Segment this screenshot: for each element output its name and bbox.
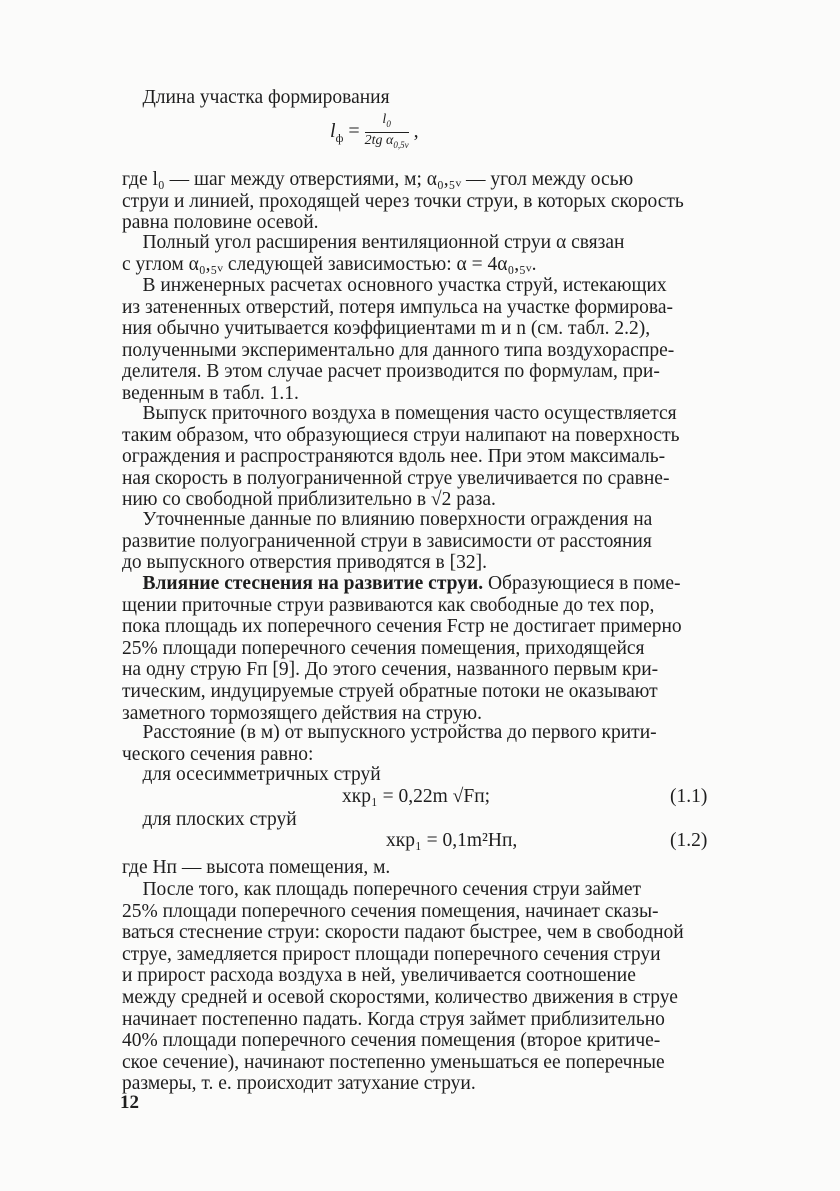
text-line: где Hп — высота помещения, м. xyxy=(122,857,391,878)
text-line: ваться стеснение струи: скорости падают быстрее, чем в свободной xyxy=(122,922,684,944)
text-line: струе, замедляется прирост площади поперечного сечения струи xyxy=(122,943,661,965)
equation-1-2-number: (1.2) xyxy=(670,830,708,851)
formula-lf-den: 2tg α xyxy=(364,132,394,148)
paragraph-constriction xyxy=(122,573,715,724)
text-line: В инженерных расчетах основного участка струй, истекающих xyxy=(142,275,667,296)
text-line: ское сечение), начинают постепенно уменьшаться ее поперечные xyxy=(122,1051,665,1073)
paragraph-where-hn xyxy=(122,857,715,879)
equation-1-1-number: (1.1) xyxy=(670,786,708,807)
formula-lf-tail: , xyxy=(413,119,419,142)
equation-1-2 xyxy=(386,830,517,852)
text-line: до выпускного отверстия приводятся в [32]. xyxy=(122,552,487,574)
text-line: ческого сечения равно: xyxy=(122,743,314,765)
text-line: где l₀ — шаг между отверстиями, м; α₀,₅ᵥ — угол между осью xyxy=(122,169,634,190)
formula-lf: $l_ф$ = $\frac{l_0}{2tg \alpha_{0,5v}}$ , xyxy=(330,112,419,153)
text-line: Выпуск приточного воздуха в помещения часто осуществляется xyxy=(142,403,677,424)
text-line: для осесимметричных струй xyxy=(142,764,381,785)
text-line: ная скорость в полуограниченной струе увеличивается по сравне- xyxy=(122,467,670,489)
text-line: и прирост расхода воздуха в ней, увеличивается соотношение xyxy=(122,965,636,987)
text-line: из затененных отверстий, потеря импульса на участке формирова- xyxy=(122,296,673,318)
text-line: 40% площади поперечного сечения помещения (второе критиче- xyxy=(122,1030,661,1052)
page-number: 12 xyxy=(120,1092,139,1113)
paragraph-angle xyxy=(122,232,715,275)
text-line: щении приточные струи развиваются как свободные до тех пор, xyxy=(122,594,655,616)
text-line: равна половине осевой. xyxy=(122,212,319,234)
text-line xyxy=(122,573,715,595)
equation-1-2-text: xкр₁ = 0,1m²Hп, xyxy=(386,830,518,851)
text-line: Уточненные данные по влиянию поверхности ограждения на xyxy=(142,509,653,530)
text-line: на одну струю Fп [9]. До этого сечения, названного первым кри- xyxy=(122,659,659,681)
formula-lf-fraction xyxy=(365,112,409,153)
text-line: между средней и осевой скоростями, количество движения в струе xyxy=(122,986,678,1008)
intro-text xyxy=(122,87,715,109)
text-line: После того, как площадь поперечного сечения струи займет xyxy=(142,879,642,900)
text-line: ния обычно учитывается коэффициентами m и n (см. табл. 2.2), xyxy=(122,318,651,340)
label-axisymmetric xyxy=(122,764,715,786)
text-line: нию со свободной приблизительно в √2 раза. xyxy=(122,489,496,511)
text-line: тическим, индуцируемые струей обратные потоки не оказывают xyxy=(122,680,658,702)
paragraph-engineering xyxy=(122,275,715,405)
formula-lf-den-sub: 0,5v xyxy=(393,139,409,150)
formula-lf-num-sub: 0 xyxy=(386,118,391,129)
text-line: делителя. В этом случае расчет производится по формулам, при- xyxy=(122,361,660,383)
intro-line: Длина участка формирования xyxy=(142,87,390,108)
formula-lf-lhs-sub: ф xyxy=(335,130,344,145)
text-line: для плоских струй xyxy=(142,809,297,830)
text-line: размеры, т. е. происходит затухание струи. xyxy=(122,1073,476,1095)
text-line: с углом α₀,₅ᵥ следующей зависимостью: α = 4α₀,₅ᵥ. xyxy=(122,253,537,275)
text-line: 25% площади поперечного сечения помещения, начинает сказы- xyxy=(122,900,659,922)
label-plane xyxy=(122,809,715,831)
text-line: пока площадь их поперечного сечения Fстр не достигает примерно xyxy=(122,616,682,638)
text-line: развитие полуограниченной струи в зависимости от расстояния xyxy=(122,530,652,552)
paragraph-distance xyxy=(122,722,715,765)
text-line: заметного тормозящего действия на струю. xyxy=(122,702,482,724)
text-line: полученными экспериментально для данного типа воздухораспре- xyxy=(122,339,675,361)
text-line: начинает постепенно падать. Когда струя займет приблизительно xyxy=(122,1008,665,1030)
text-line: ограждения и распространяются вдоль нее. При этом максималь- xyxy=(122,446,666,468)
equation-1-1 xyxy=(342,786,490,808)
text-line: веденным в табл. 1.1. xyxy=(122,382,299,404)
paragraph-after xyxy=(122,879,715,1095)
text-fragment: Образующиеся в поме- xyxy=(483,573,681,594)
formula-lf-num: l xyxy=(382,112,387,127)
text-line: таким образом, что образующиеся струи налипают на поверхность xyxy=(122,424,680,446)
section-heading: Влияние стеснения на развитие струи. xyxy=(142,573,484,594)
text-line: Расстояние (в м) от выпускного устройства до первого крити- xyxy=(142,722,657,743)
formula-lf-lhs: l xyxy=(330,119,336,142)
paragraph-where-l0 xyxy=(122,169,715,234)
paragraph-release xyxy=(122,403,715,511)
text-line: струи и линией, проходящей через точки струи, в которых скорость xyxy=(122,190,684,212)
text-line: Полный угол расширения вентиляционной струи α связан xyxy=(142,232,625,253)
paragraph-refined xyxy=(122,509,715,574)
equation-1-1-text: xкр₁ = 0,22m √Fп; xyxy=(342,786,491,807)
text-line: 25% площади поперечного сечения помещения, приходящейся xyxy=(122,637,645,659)
